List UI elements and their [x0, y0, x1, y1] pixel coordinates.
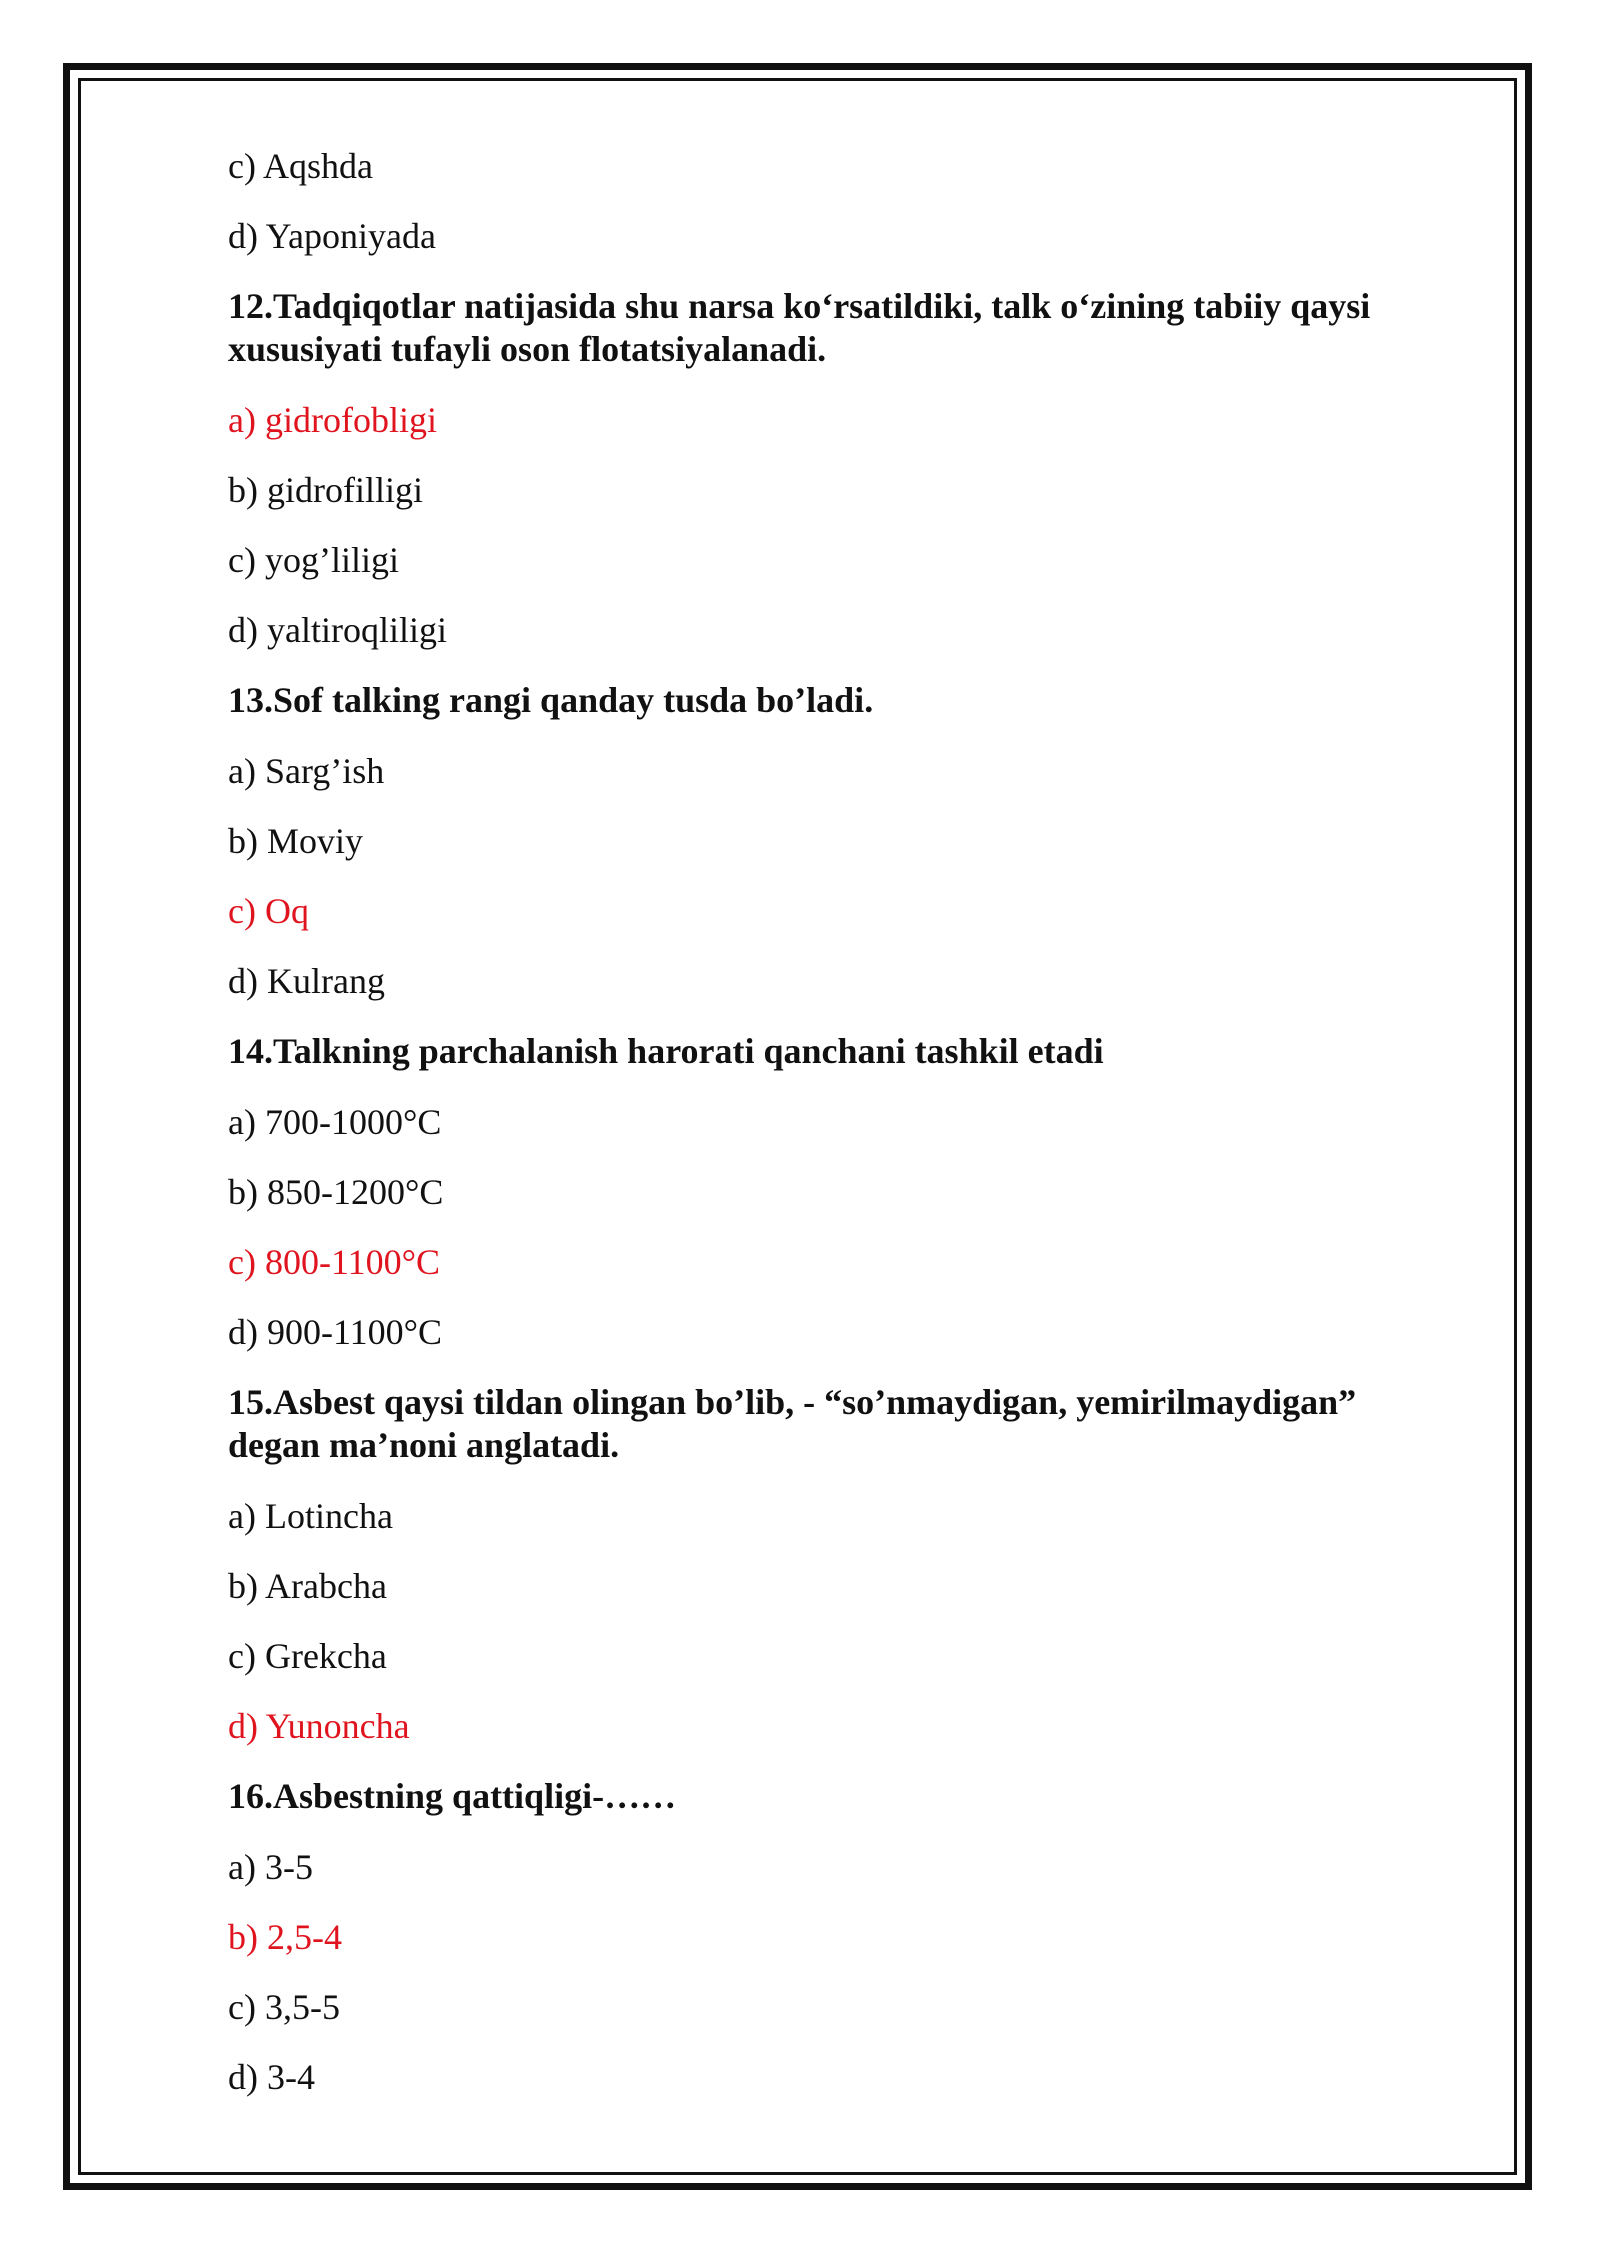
quiz-content [228, 145, 1438, 2126]
q16-option-b: b) 2,5-4 [228, 1917, 342, 1957]
q12-option-b: b) gidrofilligi [228, 470, 423, 510]
question-15: 15.Asbest qaysi tildan olingan bo’lib, - “so’nmaydigan, yemirilmaydigan” degan ma’noni anglatadi. [228, 1382, 1357, 1465]
q16-option-d: d) 3-4 [228, 2057, 315, 2097]
q14-option-b: b) 850-1200°C [228, 1172, 444, 1212]
q13-option-d: d) Kulrang [228, 961, 385, 1001]
q13-option-b: b) Moviy [228, 821, 363, 861]
q12-option-a: a) gidrofobligi [228, 400, 437, 440]
q12-option-c: c) yog’liligi [228, 540, 399, 580]
q14-option-c: c) 800-1100°C [228, 1242, 441, 1282]
question-12: 12.Tadqiqotlar natijasida shu narsa ko‘rsatildiki, talk o‘zining tabiiy qaysi xususiyati tufayli oson flotatsiyalanadi. [228, 286, 1371, 369]
question-13: 13.Sof talking rangi qanday tusda bo’ladi. [228, 680, 874, 720]
q15-option-c: c) Grekcha [228, 1636, 387, 1676]
q15-option-d: d) Yunoncha [228, 1706, 410, 1746]
q13-option-c: c) Oq [228, 891, 309, 931]
q12-option-d: d) yaltiroqliligi [228, 610, 447, 650]
option-c-prev: c) Aqshda [228, 146, 373, 186]
question-14: 14.Talkning parchalanish harorati qanchani tashkil etadi [228, 1031, 1104, 1071]
option-d-prev: d) Yaponiyada [228, 216, 436, 256]
question-16: 16.Asbestning qattiqligi-…… [228, 1776, 677, 1816]
q16-option-a: a) 3-5 [228, 1847, 313, 1887]
q15-option-a: a) Lotincha [228, 1496, 393, 1536]
q14-option-d: d) 900-1100°C [228, 1312, 443, 1352]
q16-option-c: c) 3,5-5 [228, 1987, 340, 2027]
q13-option-a: a) Sarg’ish [228, 751, 385, 791]
q14-option-a: a) 700-1000°C [228, 1102, 442, 1142]
q15-option-b: b) Arabcha [228, 1566, 387, 1606]
